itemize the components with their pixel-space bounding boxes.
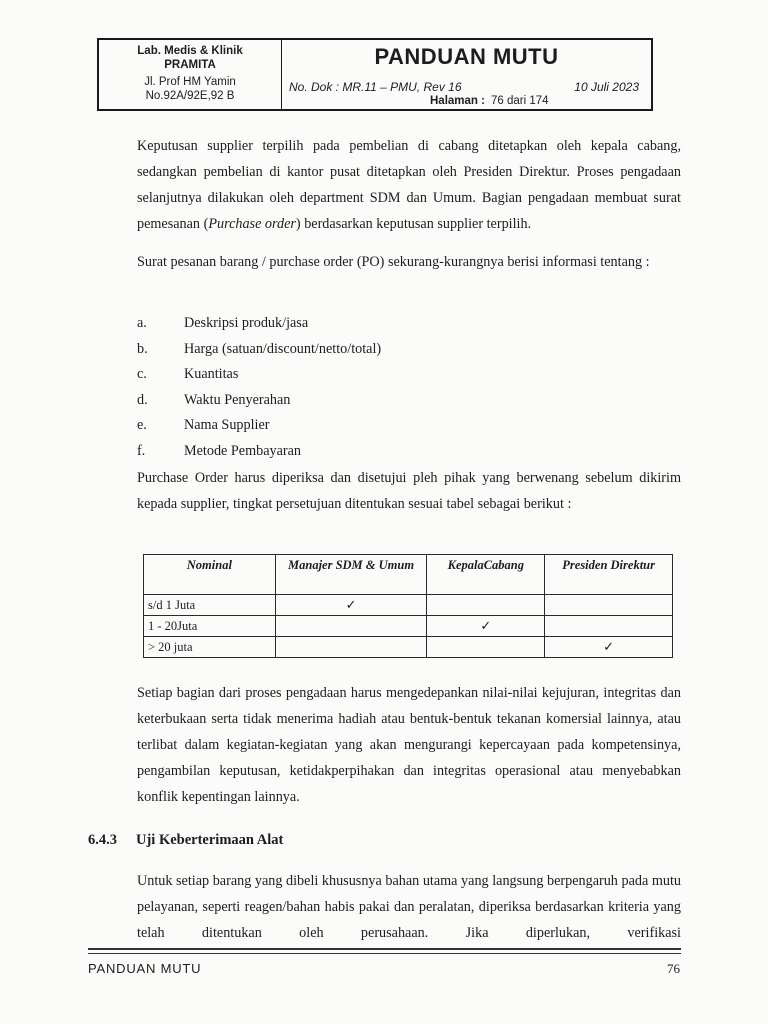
document-number: No. Dok : MR.11 – PMU, Rev 16: [289, 80, 462, 94]
paragraph-po-contents: Surat pesanan barang / purchase order (PO) sekurang-kurangnya berisi informasi tentang :: [137, 254, 650, 270]
table-row: s/d 1 Juta ✓: [144, 595, 673, 616]
col-header-presiden-direktur: Presiden Direktur: [545, 555, 673, 595]
table-header-row: [144, 555, 673, 595]
table-row: > 20 juta ✓: [144, 637, 673, 658]
document-header: [97, 38, 653, 111]
col-header-kepala-cabang: KepalaCabang: [427, 555, 545, 595]
page-info-label: Halaman :: [430, 95, 485, 107]
list-item: d. Waktu Penyerahan: [137, 391, 291, 408]
document-title: PANDUAN MUTU: [374, 44, 559, 69]
footer-rule-thin: [88, 953, 681, 954]
approval-table: [143, 554, 673, 658]
page-info-value: 76 dari 174: [490, 95, 549, 107]
check-mark: ✓: [545, 637, 673, 658]
org-address-line2: No.92A/92E,92 B: [145, 90, 235, 102]
list-item: f. Metode Pembayaran: [137, 442, 302, 459]
list-item: a. Deskripsi produk/jasa: [137, 315, 309, 331]
po-contents-list: [137, 311, 381, 464]
table-row: 1 - 20Juta ✓: [144, 616, 673, 637]
org-address-line1: Jl. Prof HM Yamin: [144, 76, 236, 88]
footer-rule-thick: [88, 948, 681, 950]
org-name-line1: Lab. Medis & Klinik: [137, 45, 243, 57]
footer-title: PANDUAN MUTU: [88, 961, 202, 976]
section-title: Uji Keberterimaan Alat: [136, 832, 284, 848]
paragraph-supplier-decision: Keputusan supplier terpilih pada pembelian di cabang ditetapkan oleh kepala cabang, sedangkan pembelian di kantor pusat ditetapkan oleh Presiden Direktur. Proses pengadaan selanjutnya dilakukan oleh department SDM dan Umum. Bagian pengadaan membuat surat pemesanan (Purchase order) berdasarkan keputusan supplier terpilih.: [137, 138, 681, 232]
footer-page-number: 76: [667, 961, 680, 976]
purchase-order-emphasis: Purchase order: [208, 216, 296, 232]
list-item: c. Kuantitas: [137, 366, 239, 382]
page-info: [430, 95, 549, 107]
col-header-nominal: Nominal: [144, 555, 276, 595]
paragraph-acceptance-test: Untuk setiap barang yang dibeli khususnya bahan utama yang langsung berpengaruh pada mutu pelayanan, seperti reagen/bahan habis pakai dan peralatan, diperiksa berdasarkan kriteria yang telah ditentukan oleh perusahaan. Jika diperlukan, verifikasi: [137, 873, 681, 941]
document-date: 10 Juli 2023: [574, 80, 639, 94]
section-heading: [88, 832, 283, 849]
list-item: b. Harga (satuan/discount/netto/total): [137, 340, 382, 357]
check-mark: ✓: [275, 595, 427, 616]
check-mark: ✓: [427, 616, 545, 637]
header-organization-block: [99, 40, 282, 109]
org-name-line2: PRAMITA: [164, 59, 216, 71]
section-number: 6.4.3: [88, 832, 117, 848]
list-item: e. Nama Supplier: [137, 417, 270, 433]
col-header-manajer: Manajer SDM & Umum: [275, 555, 427, 595]
paragraph-po-approval: Purchase Order harus diperiksa dan disetujui pleh pihak yang berwenang sebelum dikirim kepada supplier, tingkat persetujuan ditentukan sesuai tabel sebagai berikut :: [137, 470, 681, 512]
paragraph-integrity: Setiap bagian dari proses pengadaan harus mengedepankan nilai-nilai kejujuran, integritas dan keterbukaan serta tidak menerima hadiah atau bentuk-bentuk tekanan komersial lainnya, atau terlibat dalam kegiatan-kegiatan yang akan mengurangi kepercayaan pada kompetensinya, pengambilan keputusan, ketidakperpihakan dan integritas operasional atau menyebabkan konflik kepentingan lainnya.: [137, 685, 681, 805]
header-document-info: [282, 40, 651, 109]
